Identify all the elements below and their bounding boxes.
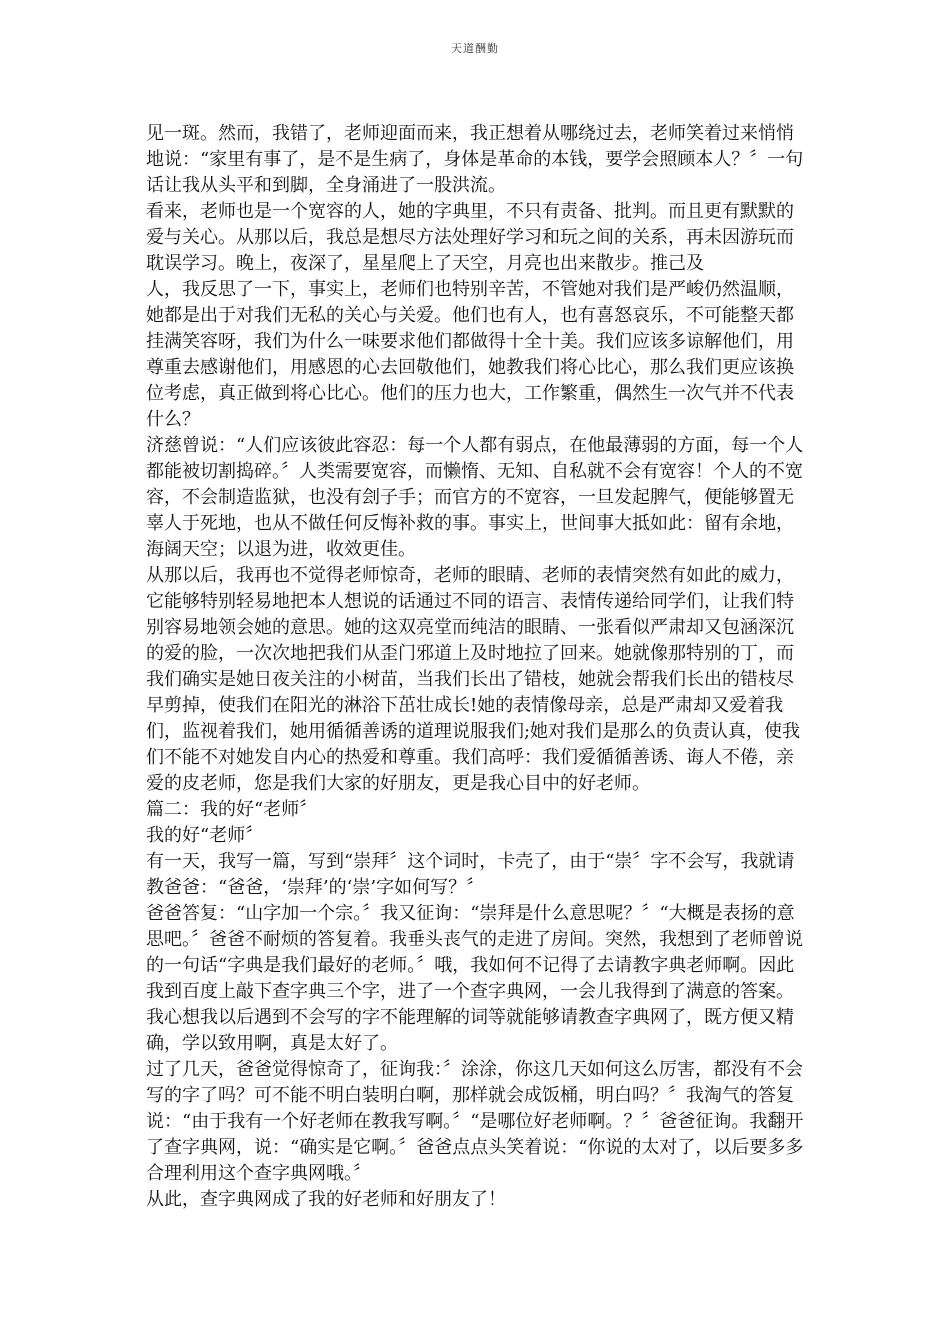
paragraph-3: 人，我反思了一下，事实上，老师们也特别辛苦，不管她对我们是严峻仍然温顺，她都是出于对我们无私的关心与关爱。他们也有人，也有喜怒哀乐，不可能整天都挂满笑容呀，我们为什么一味要求他们都做得十全十美。我们应该多谅解他们，用尊重去感谢他们，用感恩的心去回敬他们，她教我们将心比心，那么我们更应该换位考虑，真正做到将心比心。他们的压力也大，工作繁重，偶然生一次气并不代表什么？ [146, 279, 794, 430]
paragraph-2: 看来，老师也是一个宽容的人，她的字典里，不只有责备、批判。而且更有默默的爱与关心。从那以后，我总是想尽方法处理好学习和玩之间的关系，再未因游玩而耽误学习。晚上，夜深了，星星爬上了天空，月亮也出来散步。推己及 [146, 201, 794, 274]
paragraph-4: 济慈曾说：“人们应该彼此容忍：每一个人都有弱点，在他最薄弱的方面，每一个人都能被切割捣碎。〞人类需要宽容，而懒惰、无知、自私就不会有宽容！个人的不宽容，不会制造监狱，也没有刽子手；而官方的不宽容，一旦发起脾气，便能够置无辜人于死地，也从不做任何反悔补救的事。事实上，世间事大抵如此：留有余地，海阔天空；以退为进，收效更佳。 [146, 435, 804, 560]
document-body [146, 121, 806, 1213]
section-heading: 篇二：我的好“老师〞 [146, 799, 318, 820]
essay-title: 我的好“老师〞 [146, 825, 264, 846]
paragraph-9: 从此，查字典网成了我的好老师和好朋友了！ [146, 1189, 506, 1210]
paragraph-6: 有一天，我写一篇，写到“崇拜〞这个词时，卡壳了，由于“崇〞字不会写，我就请教爸爸：“爸爸，‘崇拜’的‘崇’字如何写？〞 [146, 851, 795, 898]
paragraph-1: 见一斑。然而，我错了，老师迎面而来，我正想着从哪绕过去，老师笑着过来悄悄地说：“家里有事了，是不是生病了，身体是革命的本钱，要学会照顾本人？〞一句话让我从头平和到脚，全身涌进了一股洪流。 [146, 123, 804, 196]
paragraph-5: 从那以后，我再也不觉得老师惊奇，老师的眼睛、老师的表情突然有如此的威力，它能够特别轻易地把本人想说的话通过不同的语言、表情传递给同学们，让我们特别容易地领会她的意思。她的这双亮堂而纯洁的眼睛、一张看似严肃却又包涵深沉的爱的脸，一次次地把我们从歪门邪道上及时地拉了回来。她就像那特别的丁，而我们确实是她日夜关注的小树苗，当我们长出了错枝，她就会帮我们长出的错枝尽早剪掉，使我们在阳光的淋浴下茁壮成长!她的表情像母亲，总是严肃却又爱着我们，监视着我们，她用循循善诱的道理说服我们;她对我们是那么的负责认真，使我们不能不对她发自内心的热爱和尊重。我们高呼：我们爱循循善诱、诲人不倦，亲爱的皮老师，您是我们大家的好朋友，更是我心目中的好老师。 [146, 565, 801, 794]
paragraph-7: 爸爸答复：“山字加一个宗。〞我又征询：“崇拜是什么意思呢？〞“大概是表扬的意思吧。〞爸爸不耐烦的答复着。我垂头丧气的走进了房间。突然，我想到了老师曾说的一句话“字典是我们最好的老师。〞哦，我如何不记得了去请教字典老师啊。因此我到百度上敲下查字典三个字，进了一个查字典网，一会儿我得到了满意的答案。我心想我以后遇到不会写的字不能理解的词等就能够请教查字典网了，既方便又精确，学以致用啊，真是太好了。 [146, 903, 803, 1054]
paragraph-8: 过了几天，爸爸觉得惊奇了，征询我：〞涂涂，你这几天如何这么厉害，都没有不会写的字了吗？可不能不明白装明白啊，那样就会成饭桶，明白吗？〞我淘气的答复说：“由于我有一个好老师在教我写啊。〞“是哪位好老师啊。？〞爸爸征询。我翻开了查字典网，说：“确实是它啊。〞爸爸点点头笑着说：“你说的太对了，以后要多多合理利用这个查字典网哦。〞 [146, 1059, 804, 1184]
page-header: 天道酬勤 [451, 42, 499, 55]
